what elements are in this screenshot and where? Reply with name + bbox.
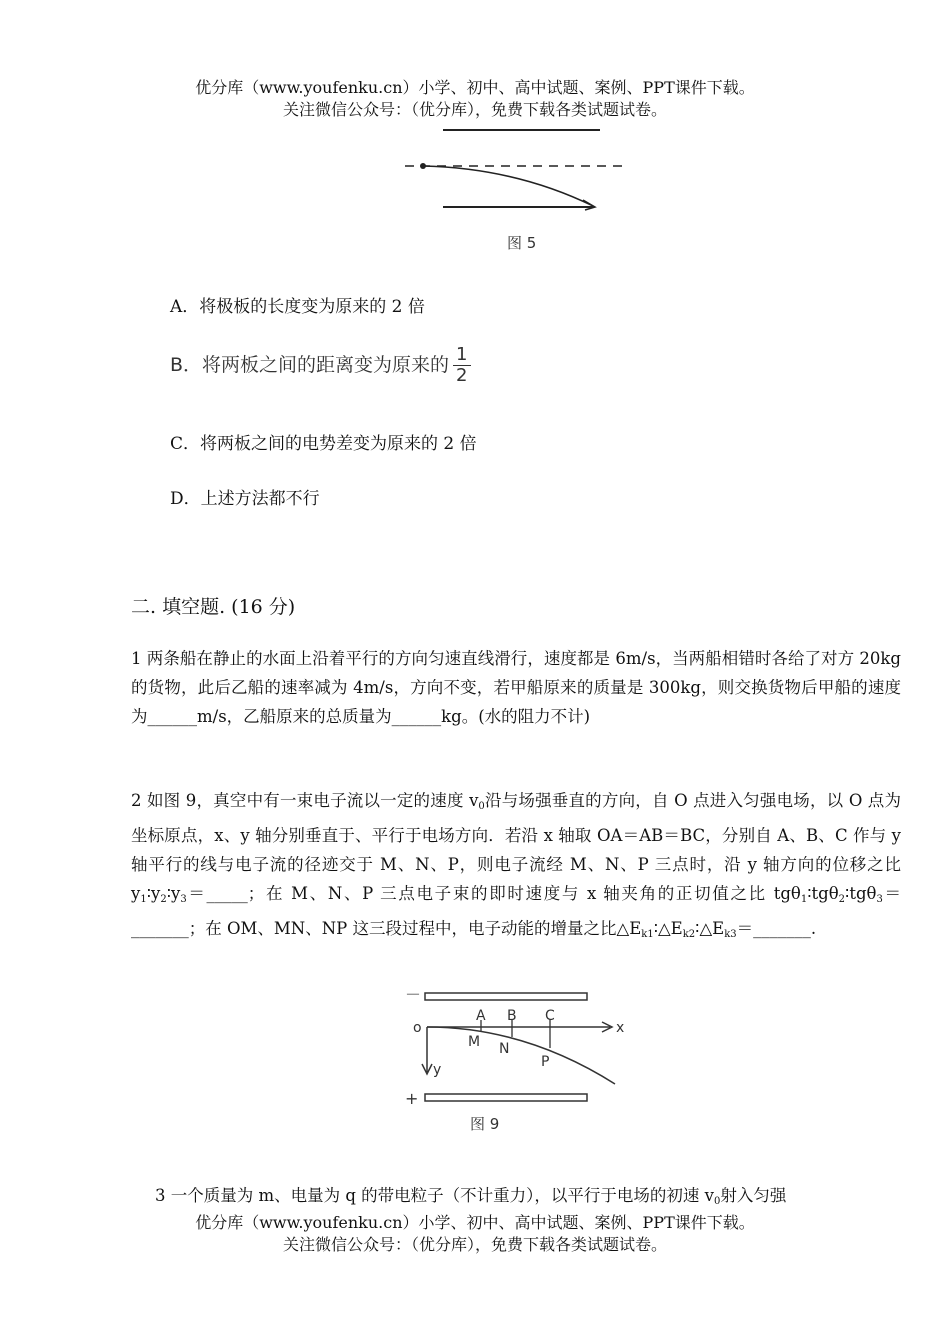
- fraction-numerator: 1: [453, 345, 470, 366]
- fig5-trajectory: [423, 166, 593, 206]
- q2-sub-k1: k1: [641, 929, 654, 940]
- q2-sub-y1: 1: [140, 894, 147, 905]
- q2-sub-k2: k2: [682, 929, 696, 940]
- q2-text-2: 沿与场强垂直的方向，自 O 点进入匀强电场，以 O 点为坐标原点，x、y 轴分别垂直于、平行于电场方向．若沿 x 轴取 OA＝AB＝BC，分别自 A、B、C 作与 y 轴平行的线与电子流的径迹交于 M、N、P，则电子流经 M、N、P 三点时，沿 y 轴方向的位移之比 y: [131, 791, 901, 903]
- fig9-bottom-plate: [425, 1094, 587, 1101]
- fig9-label-b: B: [507, 1008, 517, 1024]
- q2-sep: ∶y: [146, 884, 161, 903]
- fig5-arrow-head: [583, 200, 595, 210]
- option-d: D．上述方法都不行: [170, 489, 320, 509]
- q3-text-2: 射入匀强: [720, 1186, 787, 1205]
- option-c: C．将两板之间的电势差变为原来的 2 倍: [170, 434, 477, 454]
- fig5-caption: 图 5: [507, 234, 537, 252]
- fig9-caption: 图 9: [470, 1115, 500, 1133]
- footer-line-1: 优分库（www.youfenku.cn）小学、初中、高中试题、案例、PPT课件下载。: [195, 1213, 755, 1232]
- fig9-label-a: A: [476, 1008, 486, 1024]
- fig9-label-p: P: [541, 1054, 550, 1070]
- q2-sep: ∶y: [166, 884, 181, 903]
- q2-sep: ∶tgθ: [807, 884, 839, 903]
- q2-sep: ∶△E: [653, 919, 683, 938]
- question-3: [155, 1181, 901, 1216]
- q3-sub-v0: 0: [714, 1196, 721, 1207]
- fig9-plus-sign: +: [405, 1089, 419, 1108]
- option-b-text: B．将两板之间的距离变为原来的: [170, 354, 450, 376]
- q2-text-3: ＝_____；在 M、N、P 三点电子束的即时速度与 x 轴夹角的正切值之比 tgθ: [186, 884, 801, 903]
- figure-5: [395, 120, 645, 260]
- fig9-label-m: M: [468, 1034, 481, 1050]
- q2-sub-theta1: 1: [800, 894, 808, 905]
- q2-sub-theta2: 2: [838, 894, 846, 905]
- fraction-denominator: 2: [456, 365, 468, 386]
- fig9-y-label: y: [433, 1062, 442, 1078]
- q2-sub-y2: 2: [160, 894, 167, 905]
- fig9-top-plate: [425, 993, 587, 1000]
- fig9-minus-sign: －: [405, 985, 422, 1004]
- q2-sub-theta3: 3: [876, 894, 883, 905]
- q2-sub-y3: 3: [180, 894, 187, 905]
- footer-line-2: 关注微信公众号：（优分库），免费下载各类试题试卷。: [282, 1235, 667, 1254]
- q3-text-1: 3 一个质量为 m、电量为 q 的带电粒子（不计重力），以平行于电场的初速 v: [155, 1186, 715, 1205]
- q2-sub-v0: 0: [478, 801, 485, 812]
- q2-text-5: ＝_______.: [736, 919, 817, 938]
- fig9-origin-label: o: [413, 1020, 422, 1036]
- header-line-2: 关注微信公众号：（优分库），免费下载各类试题试卷。: [282, 100, 667, 119]
- figure-9: [395, 982, 645, 1142]
- q2-text-1: 2 如图 9，真空中有一束电子流以一定的速度 v: [131, 791, 479, 810]
- header-line-1: 优分库（www.youfenku.cn）小学、初中、高中试题、案例、PPT课件下载。: [195, 78, 755, 97]
- section-title: 二. 填空题. (16 分): [131, 596, 296, 618]
- question-1: 1 两条船在静止的水面上沿着平行的方向匀速直线滑行，速度都是 6m/s，当两船相错时各给了对方 20kg 的货物，此后乙船的速率减为 4m/s，方向不变，若甲船原来的质量是 300kg，则交换货物后甲船的速度为______m/s，乙船原来的总质量为______kg。(水的阻力不计): [131, 649, 901, 726]
- option-a: A．将极板的长度变为原来的 2 倍: [170, 297, 425, 317]
- fig9-x-label: x: [616, 1020, 625, 1036]
- q2-sub-k3: k3: [724, 929, 737, 940]
- q2-sep: ∶△E: [695, 919, 725, 938]
- fig9-label-n: N: [499, 1041, 510, 1057]
- q2-text-4: ＝_______；在 OM、MN、NP 这三段过程中，电子动能的增量之比△E: [131, 884, 902, 938]
- question-2: [131, 786, 901, 949]
- fig9-electron-path: [427, 1027, 615, 1084]
- fraction-one-half: [453, 345, 470, 386]
- option-b: [170, 345, 471, 386]
- q2-sep: ∶tgθ: [845, 884, 877, 903]
- fig9-label-c: C: [545, 1008, 555, 1024]
